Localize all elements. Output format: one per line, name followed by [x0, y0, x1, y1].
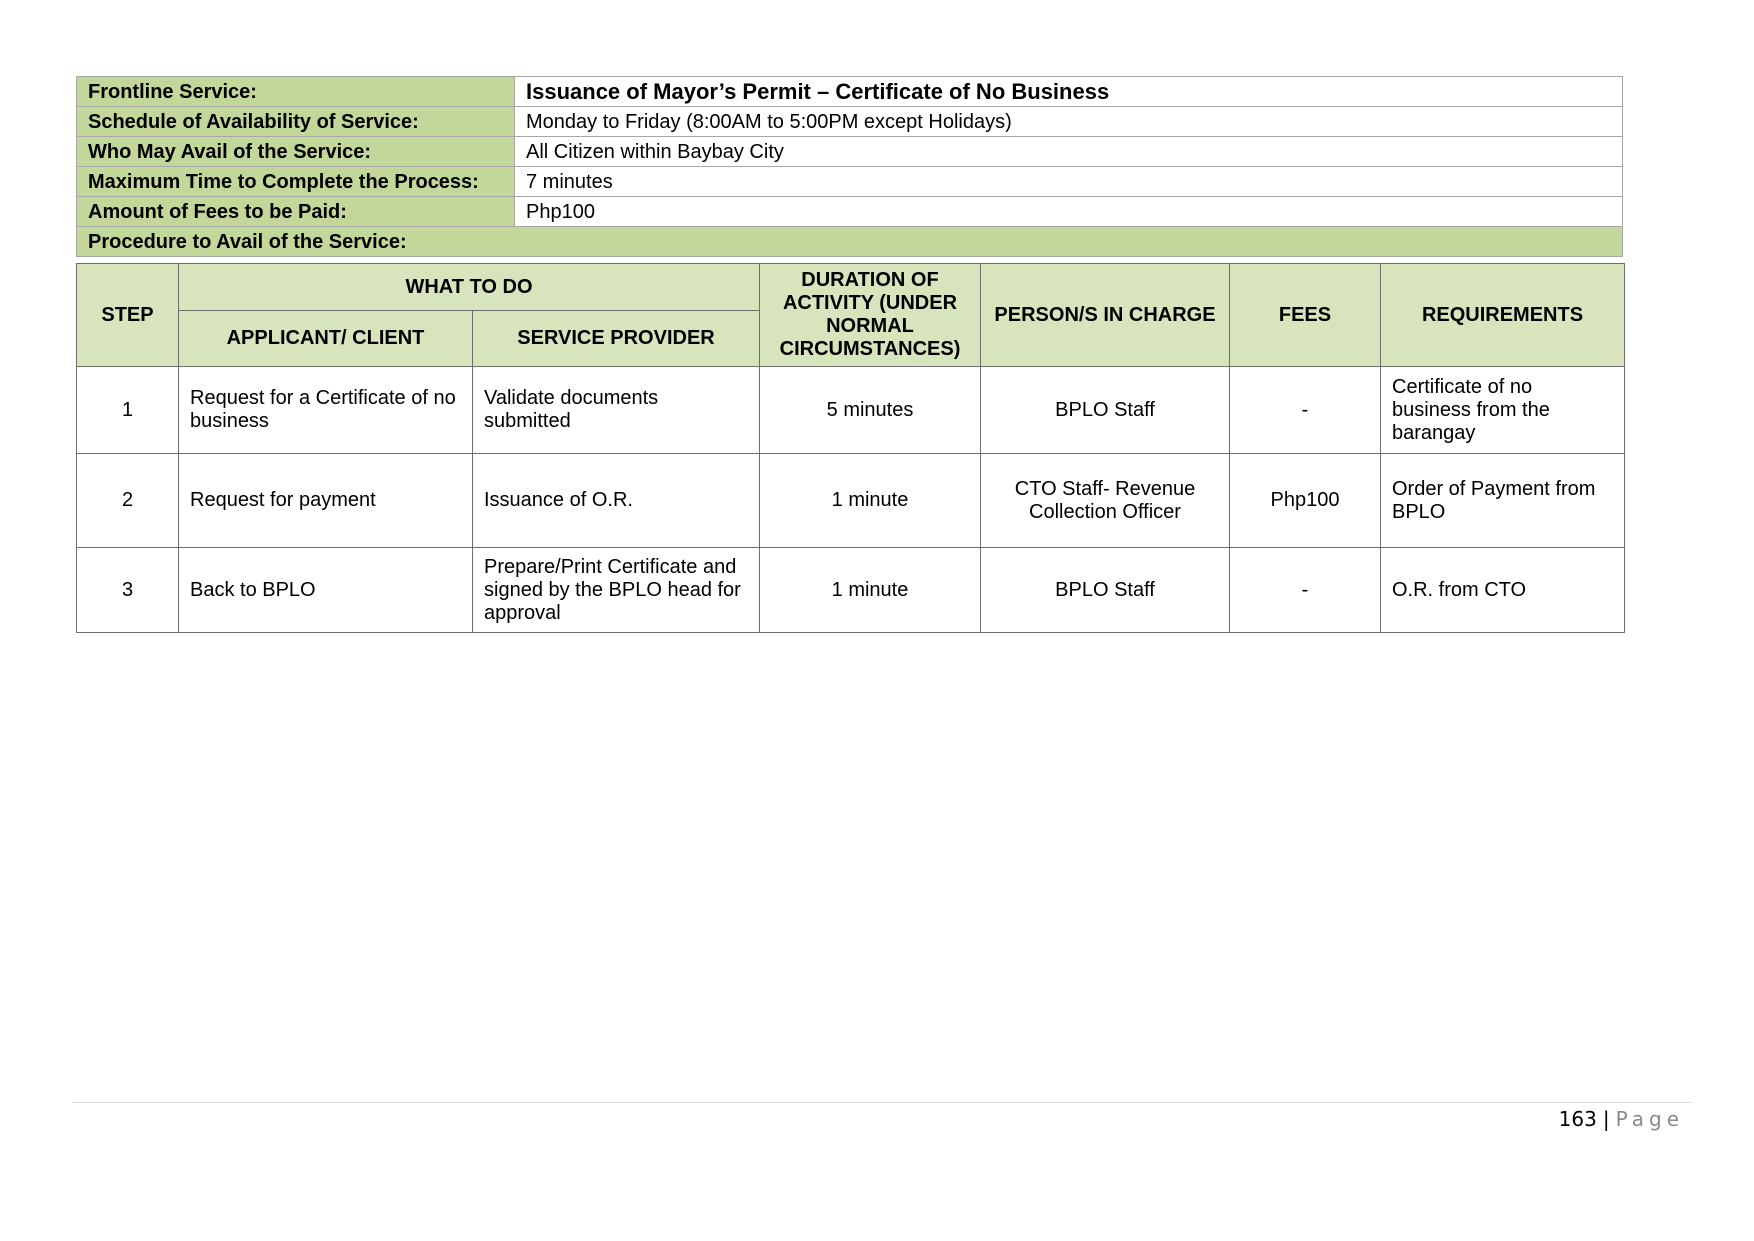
- table-row: [77, 548, 1625, 633]
- requirements-cell: Order of Payment from BPLO: [1381, 454, 1625, 548]
- page-number-value: 163: [1558, 1107, 1597, 1131]
- page-number: [1559, 1107, 1684, 1131]
- info-label: Amount of Fees to be Paid:: [77, 197, 515, 227]
- table-row: [77, 367, 1625, 454]
- info-row-frontline-service: [77, 77, 1623, 107]
- info-row-max-time: [77, 167, 1623, 197]
- fees-cell: Php100: [1230, 454, 1381, 548]
- info-label: Schedule of Availability of Service:: [77, 107, 515, 137]
- info-value: Monday to Friday (8:00AM to 5:00PM except Holidays): [515, 107, 1623, 137]
- provider-cell: Issuance of O.R.: [473, 454, 760, 548]
- fees-cell: -: [1230, 367, 1381, 454]
- procedure-label: Procedure to Avail of the Service:: [77, 227, 1623, 257]
- header-fees: FEES: [1230, 264, 1381, 367]
- requirements-cell: O.R. from CTO: [1381, 548, 1625, 633]
- info-value: 7 minutes: [515, 167, 1623, 197]
- fees-cell: -: [1230, 548, 1381, 633]
- provider-cell: Prepare/Print Certificate and signed by the BPLO head for approval: [473, 548, 760, 633]
- table-row: [77, 454, 1625, 548]
- person-cell: CTO Staff- Revenue Collection Officer: [981, 454, 1230, 548]
- table-header-row: [77, 264, 1625, 311]
- header-person-in-charge: PERSON/S IN CHARGE: [981, 264, 1230, 367]
- step-cell: 1: [77, 367, 179, 454]
- duration-cell: 1 minute: [760, 454, 981, 548]
- header-requirements: REQUIREMENTS: [1381, 264, 1625, 367]
- person-cell: BPLO Staff: [981, 548, 1230, 633]
- provider-cell: Validate documents submitted: [473, 367, 760, 454]
- page-separator: |: [1602, 1107, 1610, 1131]
- step-cell: 3: [77, 548, 179, 633]
- procedure-table: [76, 263, 1625, 633]
- info-row-schedule: [77, 107, 1623, 137]
- info-row-fees: [77, 197, 1623, 227]
- info-row-procedure: [77, 227, 1623, 257]
- footer-divider: [72, 1102, 1692, 1103]
- applicant-cell: Request for payment: [179, 454, 473, 548]
- requirements-cell: Certificate of no business from the barangay: [1381, 367, 1625, 454]
- applicant-cell: Request for a Certificate of no business: [179, 367, 473, 454]
- header-service-provider: SERVICE PROVIDER: [473, 311, 760, 367]
- info-row-who-may-avail: [77, 137, 1623, 167]
- info-label: Who May Avail of the Service:: [77, 137, 515, 167]
- info-value: All Citizen within Baybay City: [515, 137, 1623, 167]
- service-info-table: [76, 76, 1623, 257]
- header-duration: DURATION OF ACTIVITY (UNDER NORMAL CIRCUMSTANCES): [760, 264, 981, 367]
- duration-cell: 1 minute: [760, 548, 981, 633]
- info-label: Maximum Time to Complete the Process:: [77, 167, 515, 197]
- service-title: Issuance of Mayor’s Permit – Certificate of No Business: [515, 77, 1623, 107]
- step-cell: 2: [77, 454, 179, 548]
- duration-cell: 5 minutes: [760, 367, 981, 454]
- page-label: Page: [1615, 1107, 1684, 1131]
- header-applicant-client: APPLICANT/ CLIENT: [179, 311, 473, 367]
- applicant-cell: Back to BPLO: [179, 548, 473, 633]
- header-what-to-do: WHAT TO DO: [179, 264, 760, 311]
- info-label: Frontline Service:: [77, 77, 515, 107]
- info-value: Php100: [515, 197, 1623, 227]
- header-step: STEP: [77, 264, 179, 367]
- person-cell: BPLO Staff: [981, 367, 1230, 454]
